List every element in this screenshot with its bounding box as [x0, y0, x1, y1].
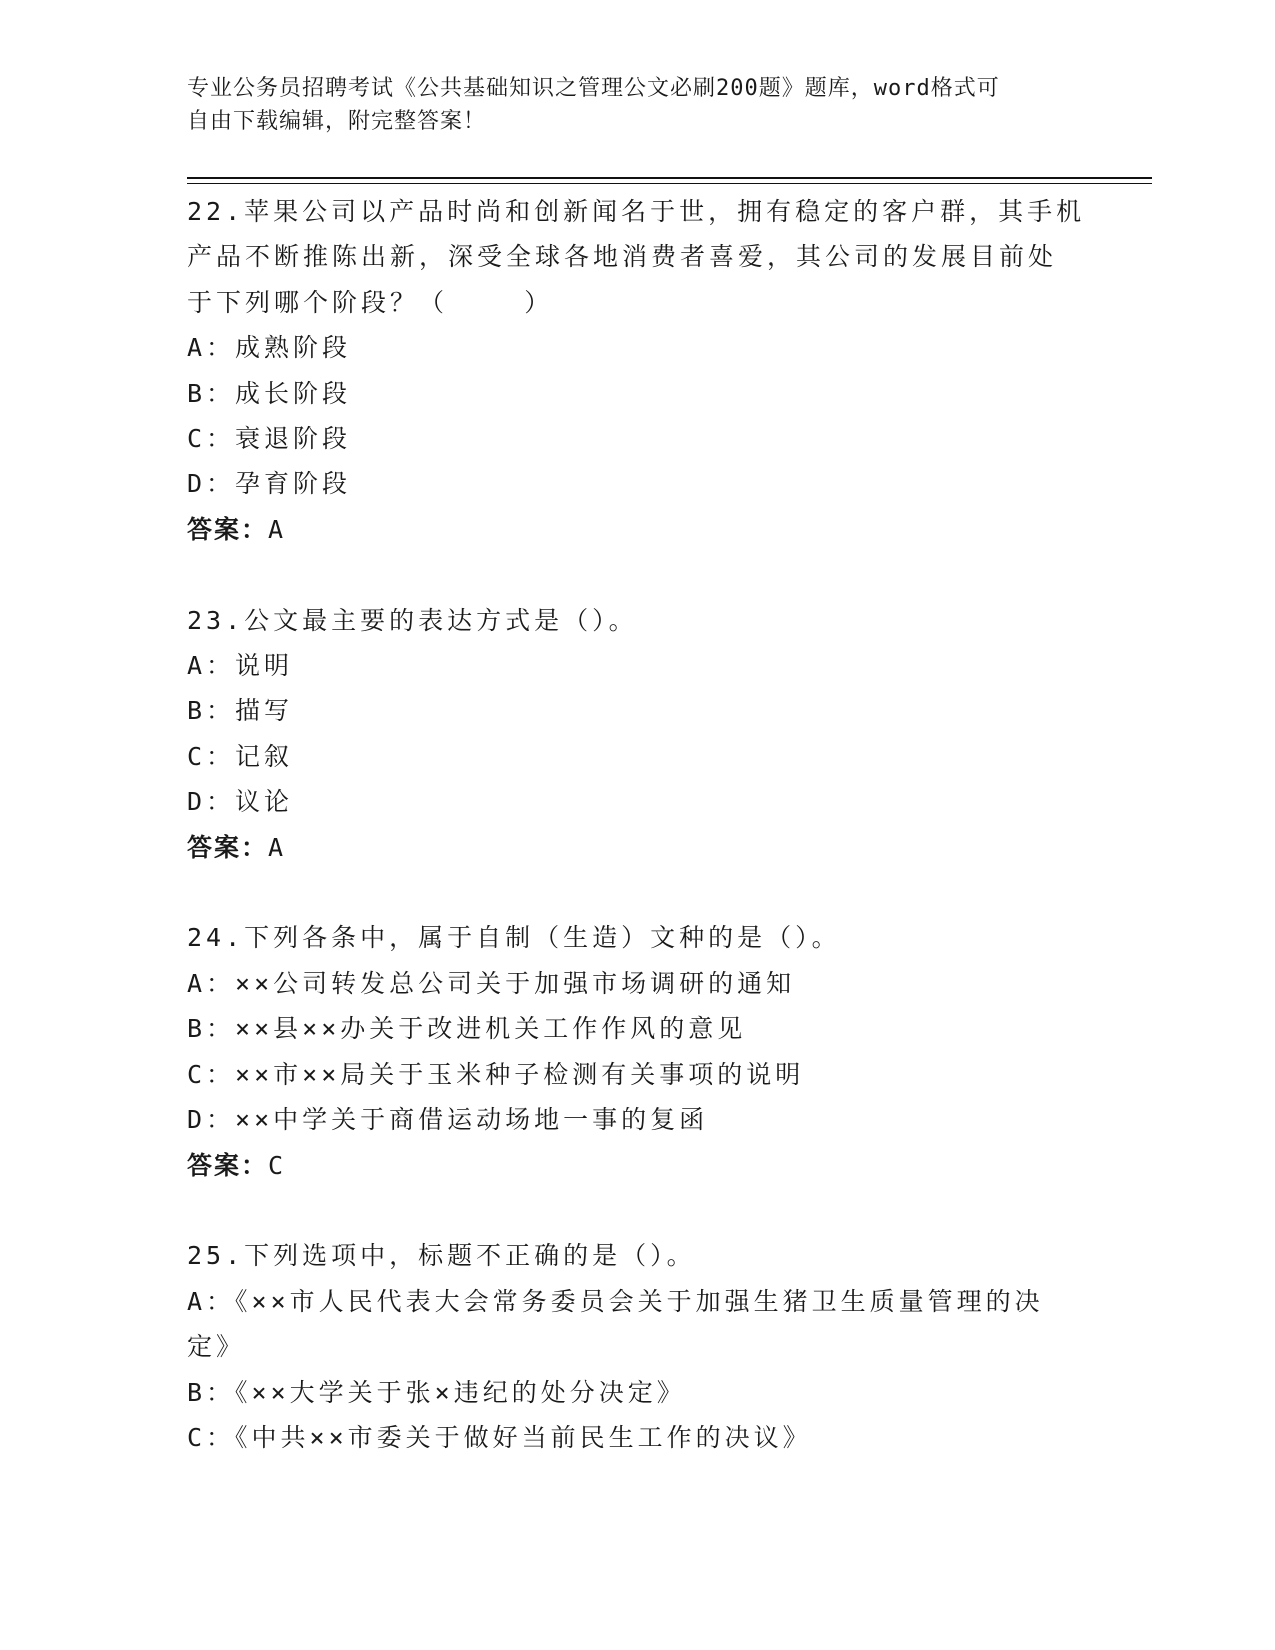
option-b: B：××县××办关于改进机关工作作风的意见 — [187, 1014, 747, 1044]
answer-value: C — [268, 1150, 286, 1180]
question-stem-line: 于下列哪个阶段？（ ） — [187, 287, 554, 317]
option-a: A：成熟阶段 — [187, 333, 352, 363]
option-b: B：描写 — [187, 696, 294, 726]
question-stem-line: 25.下列选项中，标题不正确的是（）。 — [187, 1241, 696, 1271]
answer-label: 答案： — [187, 1150, 269, 1180]
option-a: A：《××市人民代表大会常务委员会关于加强生猪卫生质量管理的决 — [187, 1286, 1044, 1316]
question-22 — [187, 189, 1087, 552]
option-d: D：议论 — [187, 787, 294, 817]
answer-label: 答案： — [187, 514, 269, 544]
answer-value: A — [268, 514, 286, 544]
option-d: D：××中学关于商借运动场地一事的复函 — [187, 1105, 709, 1135]
answer-line — [187, 1143, 1087, 1188]
header-line-1: 专业公务员招聘考试《公共基础知识之管理公文必刷200题》题库，word格式可 — [187, 76, 1000, 101]
header-line-2: 自由下载编辑，附完整答案！ — [187, 109, 487, 134]
option-c: C：记叙 — [187, 741, 294, 771]
question-stem-line: 产品不断推陈出新，深受全球各地消费者喜爱，其公司的发展目前处 — [187, 242, 1058, 272]
option-a: A：××公司转发总公司关于加强市场调研的通知 — [187, 968, 796, 998]
option-c: C：××市××局关于玉米种子检测有关事项的说明 — [187, 1059, 805, 1089]
header-rule-thin — [187, 183, 1152, 184]
question-stem-line: 24.下列各条中，属于自制（生造）文种的是（）。 — [187, 923, 841, 953]
option-c: C：衰退阶段 — [187, 424, 352, 454]
question-24 — [187, 915, 1087, 1187]
option-a: A：说明 — [187, 651, 294, 681]
option-c: C：《中共××市委关于做好当前民生工作的决议》 — [187, 1422, 812, 1452]
header-rule-thick — [187, 177, 1152, 179]
answer-value: A — [268, 832, 286, 862]
document-header — [187, 72, 1067, 138]
question-spacer — [187, 1188, 1087, 1233]
question-stem-line: 23.公文最主要的表达方式是（）。 — [187, 605, 638, 635]
option-b: B：《××大学关于张×违纪的处分决定》 — [187, 1377, 686, 1407]
option-d: D：孕育阶段 — [187, 469, 352, 499]
question-list — [187, 189, 1087, 1460]
answer-line — [187, 507, 1087, 552]
option-a-continued: 定》 — [187, 1332, 246, 1362]
question-spacer — [187, 552, 1087, 597]
answer-line — [187, 825, 1087, 870]
question-25 — [187, 1233, 1087, 1460]
question-stem-line: 22.苹果公司以产品时尚和创新闻名于世，拥有稳定的客户群，其手机 — [187, 197, 1086, 226]
question-23 — [187, 598, 1087, 870]
answer-label: 答案： — [187, 832, 269, 862]
option-b: B：成长阶段 — [187, 378, 352, 408]
question-spacer — [187, 870, 1087, 915]
